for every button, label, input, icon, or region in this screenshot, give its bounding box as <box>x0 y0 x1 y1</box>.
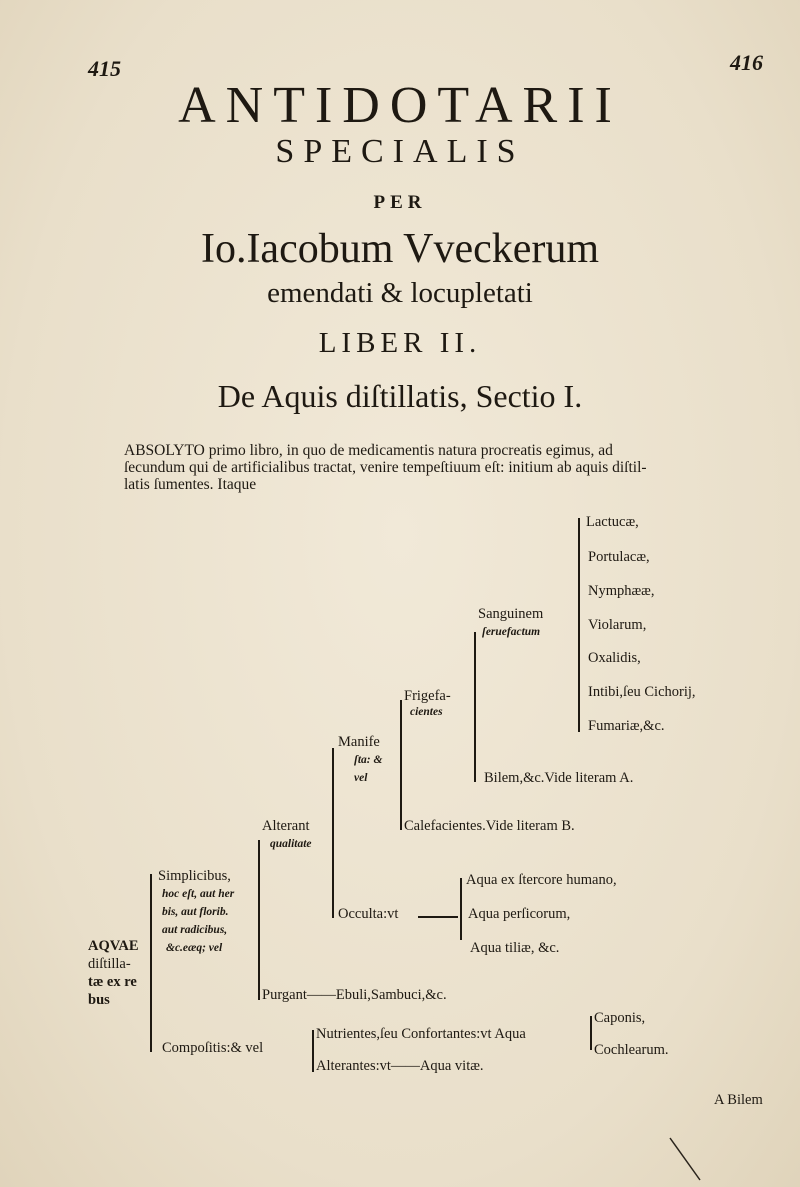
alterant-label: Alterant <box>262 818 310 834</box>
root-label-4: bus <box>88 992 110 1008</box>
liber-heading: LIBER II. <box>318 327 482 359</box>
nutrientes-item-caponis: Caponis, <box>594 1010 646 1026</box>
alterant-note: qualitate <box>270 838 312 850</box>
simplicibus-note-1: hoc eſt, aut her <box>162 888 235 900</box>
compositis-bracket <box>312 1030 314 1072</box>
intro-line-3: latis ſumentes. Itaque <box>124 476 257 493</box>
occulta-item-3: Aqua tiliæ, &c. <box>470 940 560 956</box>
frigefa-bracket <box>474 632 476 782</box>
occulta-bracket <box>460 878 462 940</box>
compositis-label: Compoſitis:& vel <box>162 1040 264 1056</box>
nutrientes-bracket <box>590 1016 592 1050</box>
herb-oxalidis: Oxalidis, <box>588 650 641 666</box>
occulta-item-2: Aqua perſicorum, <box>468 906 571 922</box>
occulta-dash <box>418 916 458 918</box>
title-per: PER <box>373 192 427 213</box>
title-specialis: SPECIALIS <box>275 133 525 170</box>
nutrientes-item-cochlearum: Cochlearum. <box>594 1042 669 1058</box>
root-label-3: tæ ex re <box>88 974 137 990</box>
calefacientes-entry: Calefacientes.Vide literam B. <box>404 818 575 834</box>
subtitle: emendati & locupletati <box>267 277 533 309</box>
simplicibus-note-4: &c.eæq; vel <box>166 942 223 954</box>
herb-lactucae: Lactucæ, <box>586 514 639 530</box>
section-heading: De Aquis diſtillatis, Sectio I. <box>217 378 583 414</box>
catchword: A Bilem <box>714 1092 763 1108</box>
manife-note-1: ſta: & <box>354 754 383 766</box>
intro-line-1: ABSOLYTO primo libro, in quo de medicamentis natura procreatis egimus, ad <box>124 442 613 459</box>
sanguinem-label: Sanguinem <box>478 606 544 622</box>
page-number-right: 416 <box>730 50 763 75</box>
bilem-entry: Bilem,&c.Vide literam A. <box>484 770 634 786</box>
simplicibus-note-2: bis, aut florib. <box>162 906 229 918</box>
simplicibus-label: Simplicibus, <box>158 868 231 884</box>
occulta-item-1: Aqua ex ſtercore humano, <box>466 872 617 888</box>
purgant-entry: Purgant——Ebuli,Sambuci,&c. <box>262 987 447 1003</box>
root-label-1: AQVAE <box>88 938 139 954</box>
simplicibus-bracket <box>258 840 260 1000</box>
alterant-bracket <box>332 748 334 918</box>
sanguinem-note: ſeruefactum <box>482 626 541 638</box>
frigefa-note: cientes <box>410 706 443 718</box>
nutrientes-entry: Nutrientes,ſeu Confortantes:vt Aqua <box>316 1026 526 1042</box>
simplicibus-note-3: aut radicibus, <box>162 924 228 936</box>
herb-portulacae: Portulacæ, <box>588 549 650 565</box>
root-label-2: diſtilla- <box>88 956 131 972</box>
manife-note-2: vel <box>354 772 368 784</box>
author-name: Io.Iacobum Vveckerum <box>200 226 600 272</box>
manife-label: Manife <box>338 734 380 750</box>
intro-line-2: ſecundum qui de artificialibus tractat, venire tempeſtiuum eſt: initium ab aquis diſtil- <box>124 459 647 476</box>
page-number-left: 415 <box>88 56 121 81</box>
root-bracket <box>150 874 152 1052</box>
frigefa-label: Frigefa- <box>404 688 451 704</box>
alterantes-entry: Alterantes:vt——Aqua vitæ. <box>316 1058 484 1074</box>
manife-bracket <box>400 700 402 830</box>
herbs-bracket <box>578 518 580 732</box>
herb-nymphaeae: Nymphææ, <box>588 583 655 599</box>
herb-violarum: Violarum, <box>588 617 647 633</box>
title-antidotarii: ANTIDOTARII <box>178 77 622 134</box>
herb-fumariae: Fumariæ,&c. <box>588 718 665 734</box>
occulta-label: Occulta:vt <box>338 906 399 922</box>
pen-mark <box>660 1130 710 1187</box>
herb-intibi: Intibi,ſeu Cichorij, <box>588 684 696 700</box>
